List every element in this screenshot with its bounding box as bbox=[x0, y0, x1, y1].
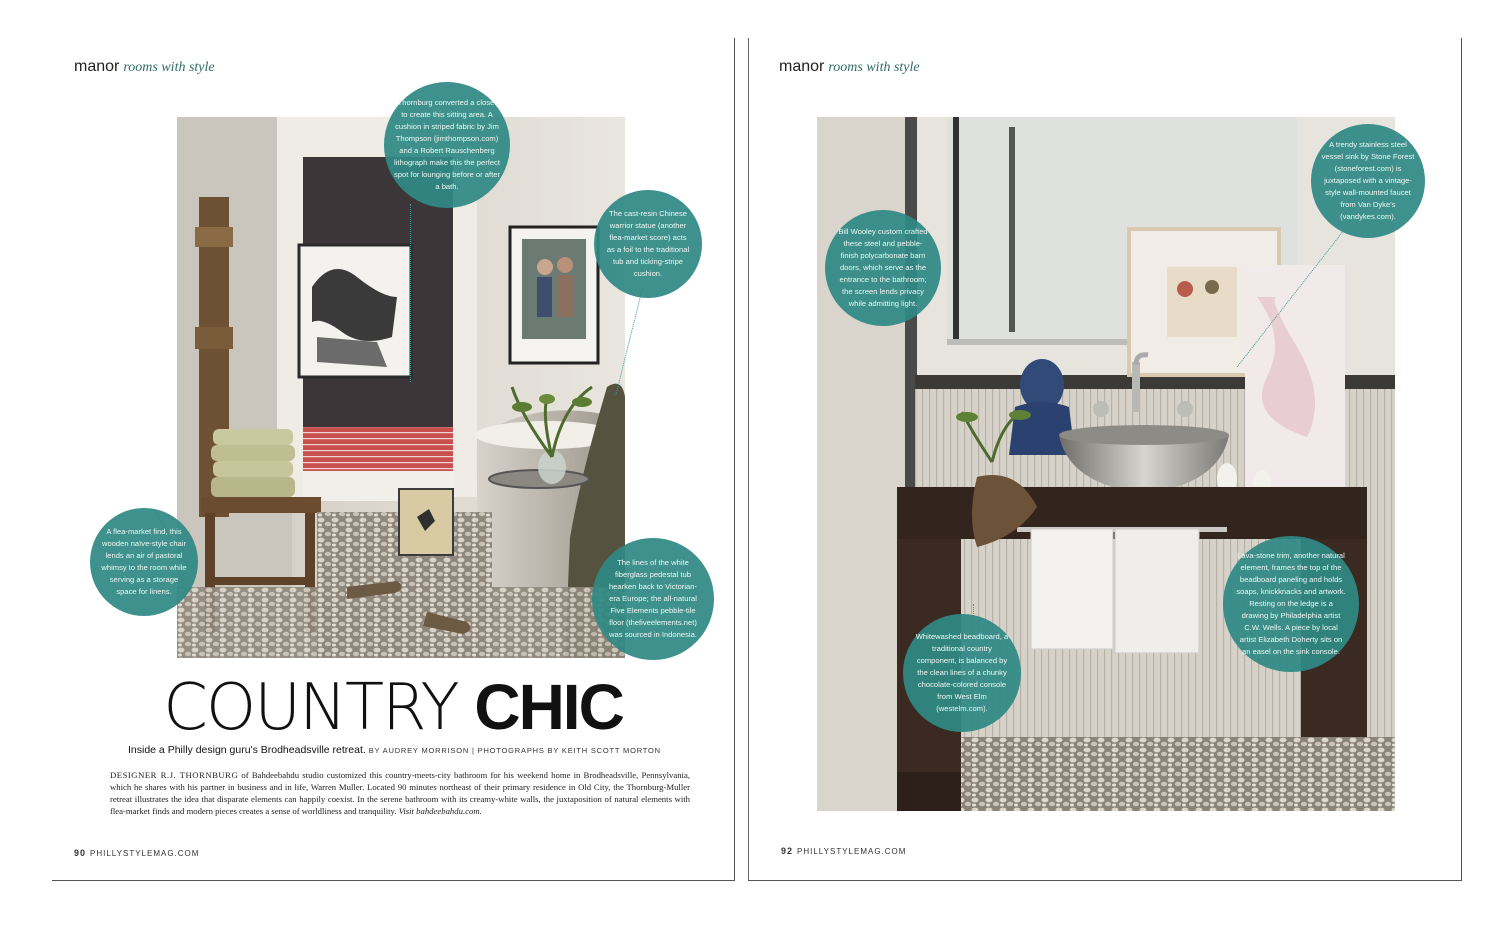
folio-site: PHILLYSTYLEMAG.COM bbox=[90, 849, 200, 858]
header-brand: manor bbox=[779, 58, 825, 75]
header-brand: manor bbox=[74, 58, 120, 75]
header-section: rooms with style bbox=[123, 60, 215, 75]
callout-lava-stone-trim: Lava-stone trim, another natural element, frames the top of the beadboard paneling and holds soaps, knickknacks and artwork. Resting on the ledge is a drawing by Philadelphia artist C.W. Wells. A piece by local artist Elizabeth Doherty sits on an easel on the sink console. bbox=[1223, 536, 1359, 672]
headline-bold: CHIC bbox=[474, 671, 623, 743]
article-headline bbox=[52, 672, 734, 743]
page-number: 90 bbox=[74, 848, 87, 858]
headline-light: COUNTRY bbox=[163, 671, 458, 745]
article-body bbox=[110, 769, 690, 817]
right-folio bbox=[781, 846, 906, 856]
article-deck bbox=[128, 744, 661, 756]
byline: BY AUDREY MORRISON | PHOTOGRAPHS BY KEITH SCOTT MORTON bbox=[368, 746, 661, 755]
callout-leader-line bbox=[410, 204, 411, 382]
bathroom-sitting-area-photo bbox=[177, 117, 625, 658]
right-page-header bbox=[779, 58, 920, 76]
left-folio bbox=[74, 848, 199, 858]
deck-text: Inside a Philly design guru's Brodheadsville retreat. bbox=[128, 744, 366, 756]
header-section: rooms with style bbox=[828, 60, 920, 75]
callout-vessel-sink: A trendy stainless steel vessel sink by Stone Forest (stoneforest.com) is juxtaposed with a vintage-style wall-mounted faucet from Van Dyke's (vandykes.com). bbox=[1311, 124, 1425, 238]
right-page bbox=[748, 38, 1462, 881]
left-page-header bbox=[74, 58, 215, 76]
callout-barn-doors: Bill Wooley custom crafted these steel and pebble-finish polycarbonate barn doors, which serve as the entrance to the bathroom; the screen lends privacy while admitting light. bbox=[825, 210, 941, 326]
callout-sitting-area: Thornburg converted a closet to create this sitting area. A cushion in striped fabric by Jim Thompson (jimthompson.com) and a Robert Rauschenberg lithograph make this the perfect spot for lounging before or after a bath. bbox=[384, 82, 510, 208]
page-number: 92 bbox=[781, 846, 794, 856]
callout-warrior-statue: The cast-resin Chinese warrior statue (another flea-market score) acts as a foil to the traditional tub and ticking-stripe cushion. bbox=[594, 190, 702, 298]
body-paragraph: of Bahdeebahdu studio customized this country-meets-city bathroom for his weekend home in Brodheadsville, Pennsylvania, which he shares with his partner in business and in life, Warren Muller. Located 90 minutes northeast of their primary residence in Old City, the Thornburg-Muller retreat illustrates the idea that disparate elements can happily coexist. In the serene bathroom with its creamy-white walls, the juxtaposition of natural elements with flea-market finds and modern pieces creates a sense of worldliness and tranquility. bbox=[110, 770, 690, 816]
body-close: Visit bahdeebahdu.com. bbox=[398, 806, 482, 816]
callout-beadboard: Whitewashed beadboard, a traditional country component, is balanced by the clean lines of a chunky chocolate-colored console from West Elm (westelm.com). bbox=[903, 614, 1021, 732]
callout-pedestal-tub: The lines of the white fiberglass pedestal tub hearken back to Victorian-era Europe; the all-natural Five Elements pebble-tile floor (thefiveelements.net) was sourced in Indonesia. bbox=[592, 538, 714, 660]
body-lead: DESIGNER R.J. THORNBURG bbox=[110, 770, 239, 780]
callout-wooden-chair: A flea-market find, this wooden naïve-style chair lends an air of pastoral whimsy to the room while serving as a storage space for linens. bbox=[90, 508, 198, 616]
left-page bbox=[52, 38, 735, 881]
folio-site: PHILLYSTYLEMAG.COM bbox=[797, 847, 907, 856]
